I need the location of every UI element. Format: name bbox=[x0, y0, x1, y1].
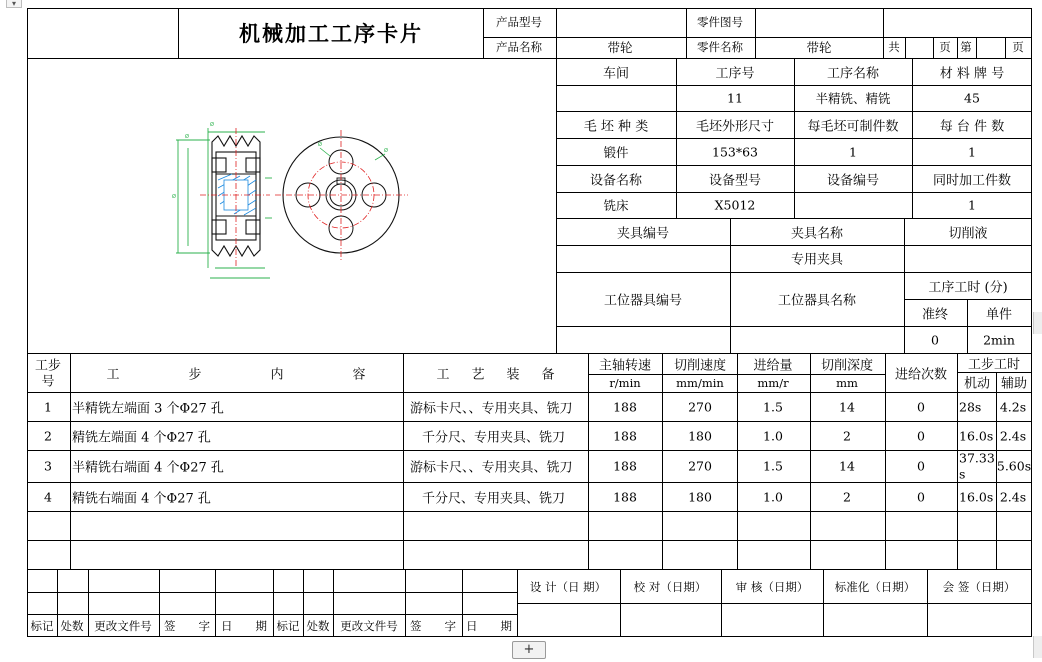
station-tool-no-label: 工位器具编号 bbox=[603, 293, 683, 309]
content-header-3: 内 bbox=[270, 367, 284, 383]
fixture-no-label: 夹具编号 bbox=[616, 226, 670, 242]
passes-header: 进给次数 bbox=[894, 367, 948, 383]
fixture-name-value[interactable]: 专用夹具 bbox=[790, 252, 844, 268]
step-3-equipment[interactable]: 游标卡尺、、专用夹具、铣刀 bbox=[410, 460, 573, 476]
step-2-feed[interactable]: 1.0 bbox=[763, 428, 783, 444]
step-3-speed[interactable]: 270 bbox=[688, 458, 712, 474]
date-label-2: 日 期 bbox=[466, 619, 512, 633]
step-2-passes[interactable]: 0 bbox=[917, 428, 925, 444]
depth-header: 切削深度 bbox=[820, 358, 874, 374]
equipment-header-3: 装 bbox=[506, 367, 520, 383]
page-label-2: 页 bbox=[1012, 40, 1024, 54]
step-2-aux[interactable]: 2.4s bbox=[999, 428, 1027, 444]
workshop-label: 车间 bbox=[602, 66, 630, 82]
step-1-aux[interactable]: 4.2s bbox=[999, 399, 1027, 415]
step-1-feed[interactable]: 1.5 bbox=[763, 399, 783, 415]
equipment-header-2: 艺 bbox=[471, 367, 485, 383]
signature-label-2: 签 字 bbox=[410, 619, 456, 633]
unit-value[interactable]: 2min bbox=[983, 332, 1015, 348]
page-label: 页 bbox=[939, 40, 951, 54]
step-3-machine-line-2[interactable]: s bbox=[959, 466, 966, 482]
equip-no-label: 设备编号 bbox=[826, 173, 880, 189]
spindle-header: 主轴转速 bbox=[598, 358, 652, 374]
blank-type-label: 毛 坯 种 类 bbox=[583, 119, 649, 135]
step-1-no: 1 bbox=[44, 399, 52, 415]
content-header-4: 容 bbox=[352, 367, 366, 383]
step-4-no: 4 bbox=[44, 489, 52, 505]
equip-name-label: 设备名称 bbox=[589, 173, 643, 189]
simul-label: 同时加工件数 bbox=[932, 173, 1012, 189]
coolant-label: 切削液 bbox=[948, 226, 988, 242]
product-name-value[interactable]: 带轮 bbox=[607, 40, 633, 55]
per-blank-label: 每毛坯可制件数 bbox=[807, 119, 899, 135]
step-3-feed[interactable]: 1.5 bbox=[763, 458, 783, 474]
fixture-name-label: 夹具名称 bbox=[790, 226, 844, 242]
per-unit-value[interactable]: 1 bbox=[968, 144, 976, 160]
step-2-equipment[interactable]: 千分尺、专用夹具、铣刀 bbox=[422, 430, 566, 446]
equip-name-value[interactable]: 铣床 bbox=[603, 198, 629, 213]
station-tool-name-label: 工位器具名称 bbox=[777, 293, 857, 309]
step-1-equipment[interactable]: 游标卡尺、、专用夹具、铣刀 bbox=[410, 401, 573, 417]
step-4-feed[interactable]: 1.0 bbox=[763, 489, 783, 505]
svg-text:Ø: Ø bbox=[172, 194, 176, 200]
process-no-value[interactable]: 11 bbox=[727, 90, 743, 106]
equipment-header-1: 工 bbox=[436, 367, 450, 383]
scroll-up-arrow-icon[interactable]: ▾ bbox=[6, 0, 22, 8]
step-2-no: 2 bbox=[44, 428, 52, 444]
date-label: 日 期 bbox=[221, 619, 267, 633]
process-name-value[interactable]: 半精铣、精铣 bbox=[815, 91, 891, 106]
mark-label: 标记 bbox=[30, 619, 54, 633]
blank-size-label: 毛坯外形尺寸 bbox=[695, 119, 775, 135]
feed-unit: mm/r bbox=[757, 376, 789, 390]
material-label: 材 料 牌 号 bbox=[939, 66, 1005, 82]
design-date-label: 设 计（日 期） bbox=[529, 580, 607, 594]
step-2-content[interactable]: 精铣左端面 4 个Φ27 孔 bbox=[72, 430, 211, 446]
step-1-spindle[interactable]: 188 bbox=[613, 399, 637, 415]
step-no-header-1: 工步 bbox=[34, 358, 62, 374]
svg-text:Ø: Ø bbox=[318, 142, 322, 148]
depth-unit: mm bbox=[836, 376, 858, 390]
product-model-label: 产品型号 bbox=[496, 15, 542, 29]
step-time-header: 工步工时 bbox=[967, 357, 1021, 373]
step-3-machine-line-1[interactable]: 37.33 bbox=[959, 450, 995, 466]
speed-unit: mm/min bbox=[676, 376, 724, 390]
machine-time-header: 机动 bbox=[963, 376, 991, 392]
step-4-speed[interactable]: 180 bbox=[688, 489, 712, 505]
per-unit-label: 每 台 件 数 bbox=[939, 119, 1005, 135]
content-header-1: 工 bbox=[106, 367, 120, 383]
simul-value[interactable]: 1 bbox=[968, 197, 976, 213]
part-name-label: 零件名称 bbox=[697, 40, 743, 54]
right-scroll-handle[interactable] bbox=[1033, 312, 1042, 334]
front-view bbox=[275, 130, 408, 260]
feed-header: 进给量 bbox=[753, 358, 793, 374]
step-1-depth[interactable]: 14 bbox=[839, 399, 855, 415]
step-3-aux[interactable]: 5.60s bbox=[996, 458, 1032, 474]
equip-model-label: 设备型号 bbox=[708, 173, 762, 189]
step-4-passes[interactable]: 0 bbox=[917, 489, 925, 505]
part-drawing bbox=[170, 118, 430, 298]
sign-date-label: 会 签（日期） bbox=[942, 580, 1016, 594]
part-drawing-label: 零件图号 bbox=[697, 15, 743, 29]
blank-size-value[interactable]: 153*63 bbox=[711, 144, 759, 160]
check-date-label: 校 对（日期） bbox=[633, 580, 707, 594]
change-doc-label: 更改文件号 bbox=[94, 619, 152, 633]
step-4-machine[interactable]: 16.0s bbox=[959, 489, 994, 505]
right-scroll-handle-bottom[interactable] bbox=[1033, 636, 1042, 658]
review-date-label: 审 核（日期） bbox=[735, 580, 809, 594]
process-time-label: 工序工时 (分) bbox=[928, 280, 1008, 296]
step-4-equipment[interactable]: 千分尺、专用夹具、铣刀 bbox=[422, 491, 566, 507]
add-sheet-button[interactable]: + bbox=[512, 641, 546, 659]
content-header-2: 步 bbox=[188, 367, 202, 383]
step-3-no: 3 bbox=[44, 458, 52, 474]
step-3-spindle[interactable]: 188 bbox=[613, 458, 637, 474]
count-label-2: 处数 bbox=[306, 619, 330, 633]
part-name-value[interactable]: 带轮 bbox=[806, 40, 832, 55]
prep-value[interactable]: 0 bbox=[931, 332, 939, 348]
step-4-spindle[interactable]: 188 bbox=[613, 489, 637, 505]
step-1-machine[interactable]: 28s bbox=[959, 399, 982, 415]
material-value[interactable]: 45 bbox=[964, 90, 980, 106]
per-blank-value[interactable]: 1 bbox=[849, 144, 857, 160]
section-view bbox=[172, 121, 272, 278]
step-no-header-2: 号 bbox=[41, 374, 55, 390]
svg-text:Ø: Ø bbox=[384, 148, 388, 154]
svg-text:Ø: Ø bbox=[185, 134, 189, 140]
step-3-passes[interactable]: 0 bbox=[917, 458, 925, 474]
blank-type-value[interactable]: 锻件 bbox=[603, 145, 629, 160]
equipment-header-4: 备 bbox=[541, 367, 555, 383]
unit-label: 单件 bbox=[985, 307, 1013, 323]
prep-label: 准终 bbox=[921, 307, 949, 323]
step-3-content[interactable]: 半精铣右端面 4 个Φ27 孔 bbox=[72, 460, 224, 476]
mark-label-2: 标记 bbox=[276, 619, 300, 633]
aux-time-header: 辅助 bbox=[1000, 376, 1028, 392]
step-4-depth[interactable]: 2 bbox=[843, 489, 851, 505]
product-name-label: 产品名称 bbox=[496, 40, 542, 54]
svg-text:Ø: Ø bbox=[210, 122, 214, 128]
equip-model-value[interactable]: X5012 bbox=[714, 197, 756, 213]
change-doc-label-2: 更改文件号 bbox=[340, 619, 398, 633]
spindle-unit: r/min bbox=[609, 376, 641, 390]
step-1-content[interactable]: 半精铣左端面 3 个Φ27 孔 bbox=[72, 401, 224, 417]
signature-label: 签 字 bbox=[164, 619, 210, 633]
step-1-passes[interactable]: 0 bbox=[917, 399, 925, 415]
step-2-speed[interactable]: 180 bbox=[688, 428, 712, 444]
step-2-machine[interactable]: 16.0s bbox=[959, 428, 994, 444]
process-name-label: 工序名称 bbox=[826, 66, 880, 82]
total-label: 共 bbox=[888, 40, 900, 54]
step-2-spindle[interactable]: 188 bbox=[613, 428, 637, 444]
card-title: 机械加工工序卡片 bbox=[239, 22, 423, 46]
count-label: 处数 bbox=[60, 619, 84, 633]
standard-date-label: 标准化（日期） bbox=[834, 580, 916, 594]
step-4-aux[interactable]: 2.4s bbox=[999, 489, 1027, 505]
step-4-content[interactable]: 精铣右端面 4 个Φ27 孔 bbox=[72, 491, 211, 507]
step-2-depth[interactable]: 2 bbox=[843, 428, 851, 444]
step-1-speed[interactable]: 270 bbox=[688, 399, 712, 415]
step-3-depth[interactable]: 14 bbox=[839, 458, 855, 474]
no-label: 第 bbox=[960, 40, 972, 54]
process-no-label: 工序号 bbox=[715, 66, 755, 82]
speed-header: 切削速度 bbox=[673, 358, 727, 374]
